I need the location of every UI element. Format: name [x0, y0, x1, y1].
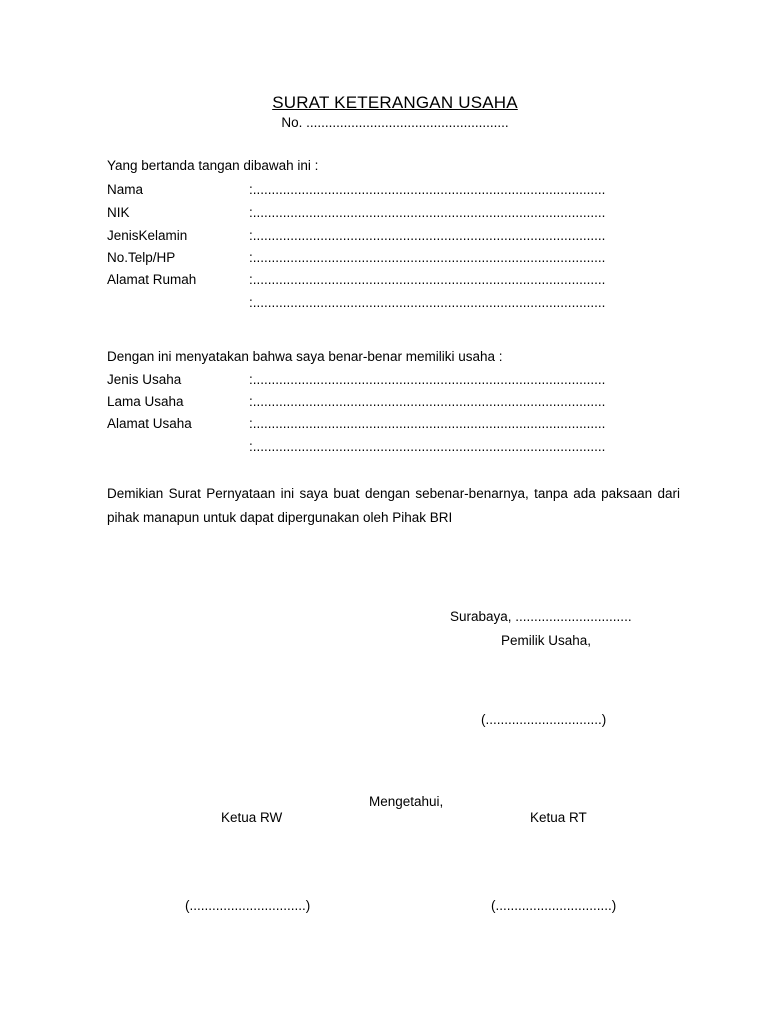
intro-text: Yang bertanda tangan dibawah ini : — [107, 158, 319, 173]
document-number: No. ...................................................... — [281, 115, 509, 130]
closing-paragraph: Demikian Surat Pernyataan ini saya buat dengan sebenar-benarnya, tanpa ada paksaan dari pihak manapun untuk dapat dipergunakan oleh Pihak BRI — [107, 486, 680, 525]
field-label-alamat-usaha: Alamat Usaha — [107, 416, 192, 431]
field-label-nama: Nama — [107, 182, 144, 197]
owner-role: Pemilik Usaha, — [501, 633, 592, 648]
field-label-alamat-rumah: Alamat Rumah — [107, 272, 197, 287]
place-date: Surabaya, ............................... — [450, 609, 632, 624]
rt-role: Ketua RT — [530, 810, 587, 825]
field-dots-telp[interactable]: :.............................................................................................. — [249, 250, 606, 265]
document-title: SURAT KETERANGAN USAHA — [272, 93, 518, 112]
field-dots-nama[interactable]: :.............................................................................................. — [249, 182, 606, 197]
field-dots-alamat-usaha[interactable]: :.............................................................................................. — [249, 416, 606, 431]
statement-intro: Dengan ini menyatakan bahwa saya benar-benar memiliki usaha : — [107, 349, 503, 364]
rw-signature-line: (...............................) — [185, 898, 311, 913]
field-dots-jenis-usaha[interactable]: :.............................................................................................. — [249, 372, 606, 387]
field-label-nik: NIK — [107, 205, 130, 220]
field-dots-alamat-rumah-2[interactable]: :.............................................................................................. — [249, 295, 606, 310]
field-dots-jenis-kelamin[interactable]: :.............................................................................................. — [249, 228, 606, 243]
field-label-lama-usaha: Lama Usaha — [107, 394, 184, 409]
field-dots-lama-usaha[interactable]: :.............................................................................................. — [249, 394, 606, 409]
field-dots-alamat-usaha-2[interactable]: :.............................................................................................. — [249, 439, 606, 454]
field-label-jenis-usaha: Jenis Usaha — [107, 372, 182, 387]
field-label-telp: No.Telp/HP — [107, 250, 176, 265]
field-dots-alamat-rumah[interactable]: :.............................................................................................. — [249, 272, 606, 287]
field-dots-nik[interactable]: :.............................................................................................. — [249, 205, 606, 220]
rw-role: Ketua RW — [221, 810, 283, 825]
owner-signature-line: (...............................) — [481, 712, 607, 727]
acknowledged-label: Mengetahui, — [369, 794, 444, 809]
rt-signature-line: (...............................) — [491, 898, 617, 913]
field-label-jenis-kelamin: JenisKelamin — [107, 228, 188, 243]
